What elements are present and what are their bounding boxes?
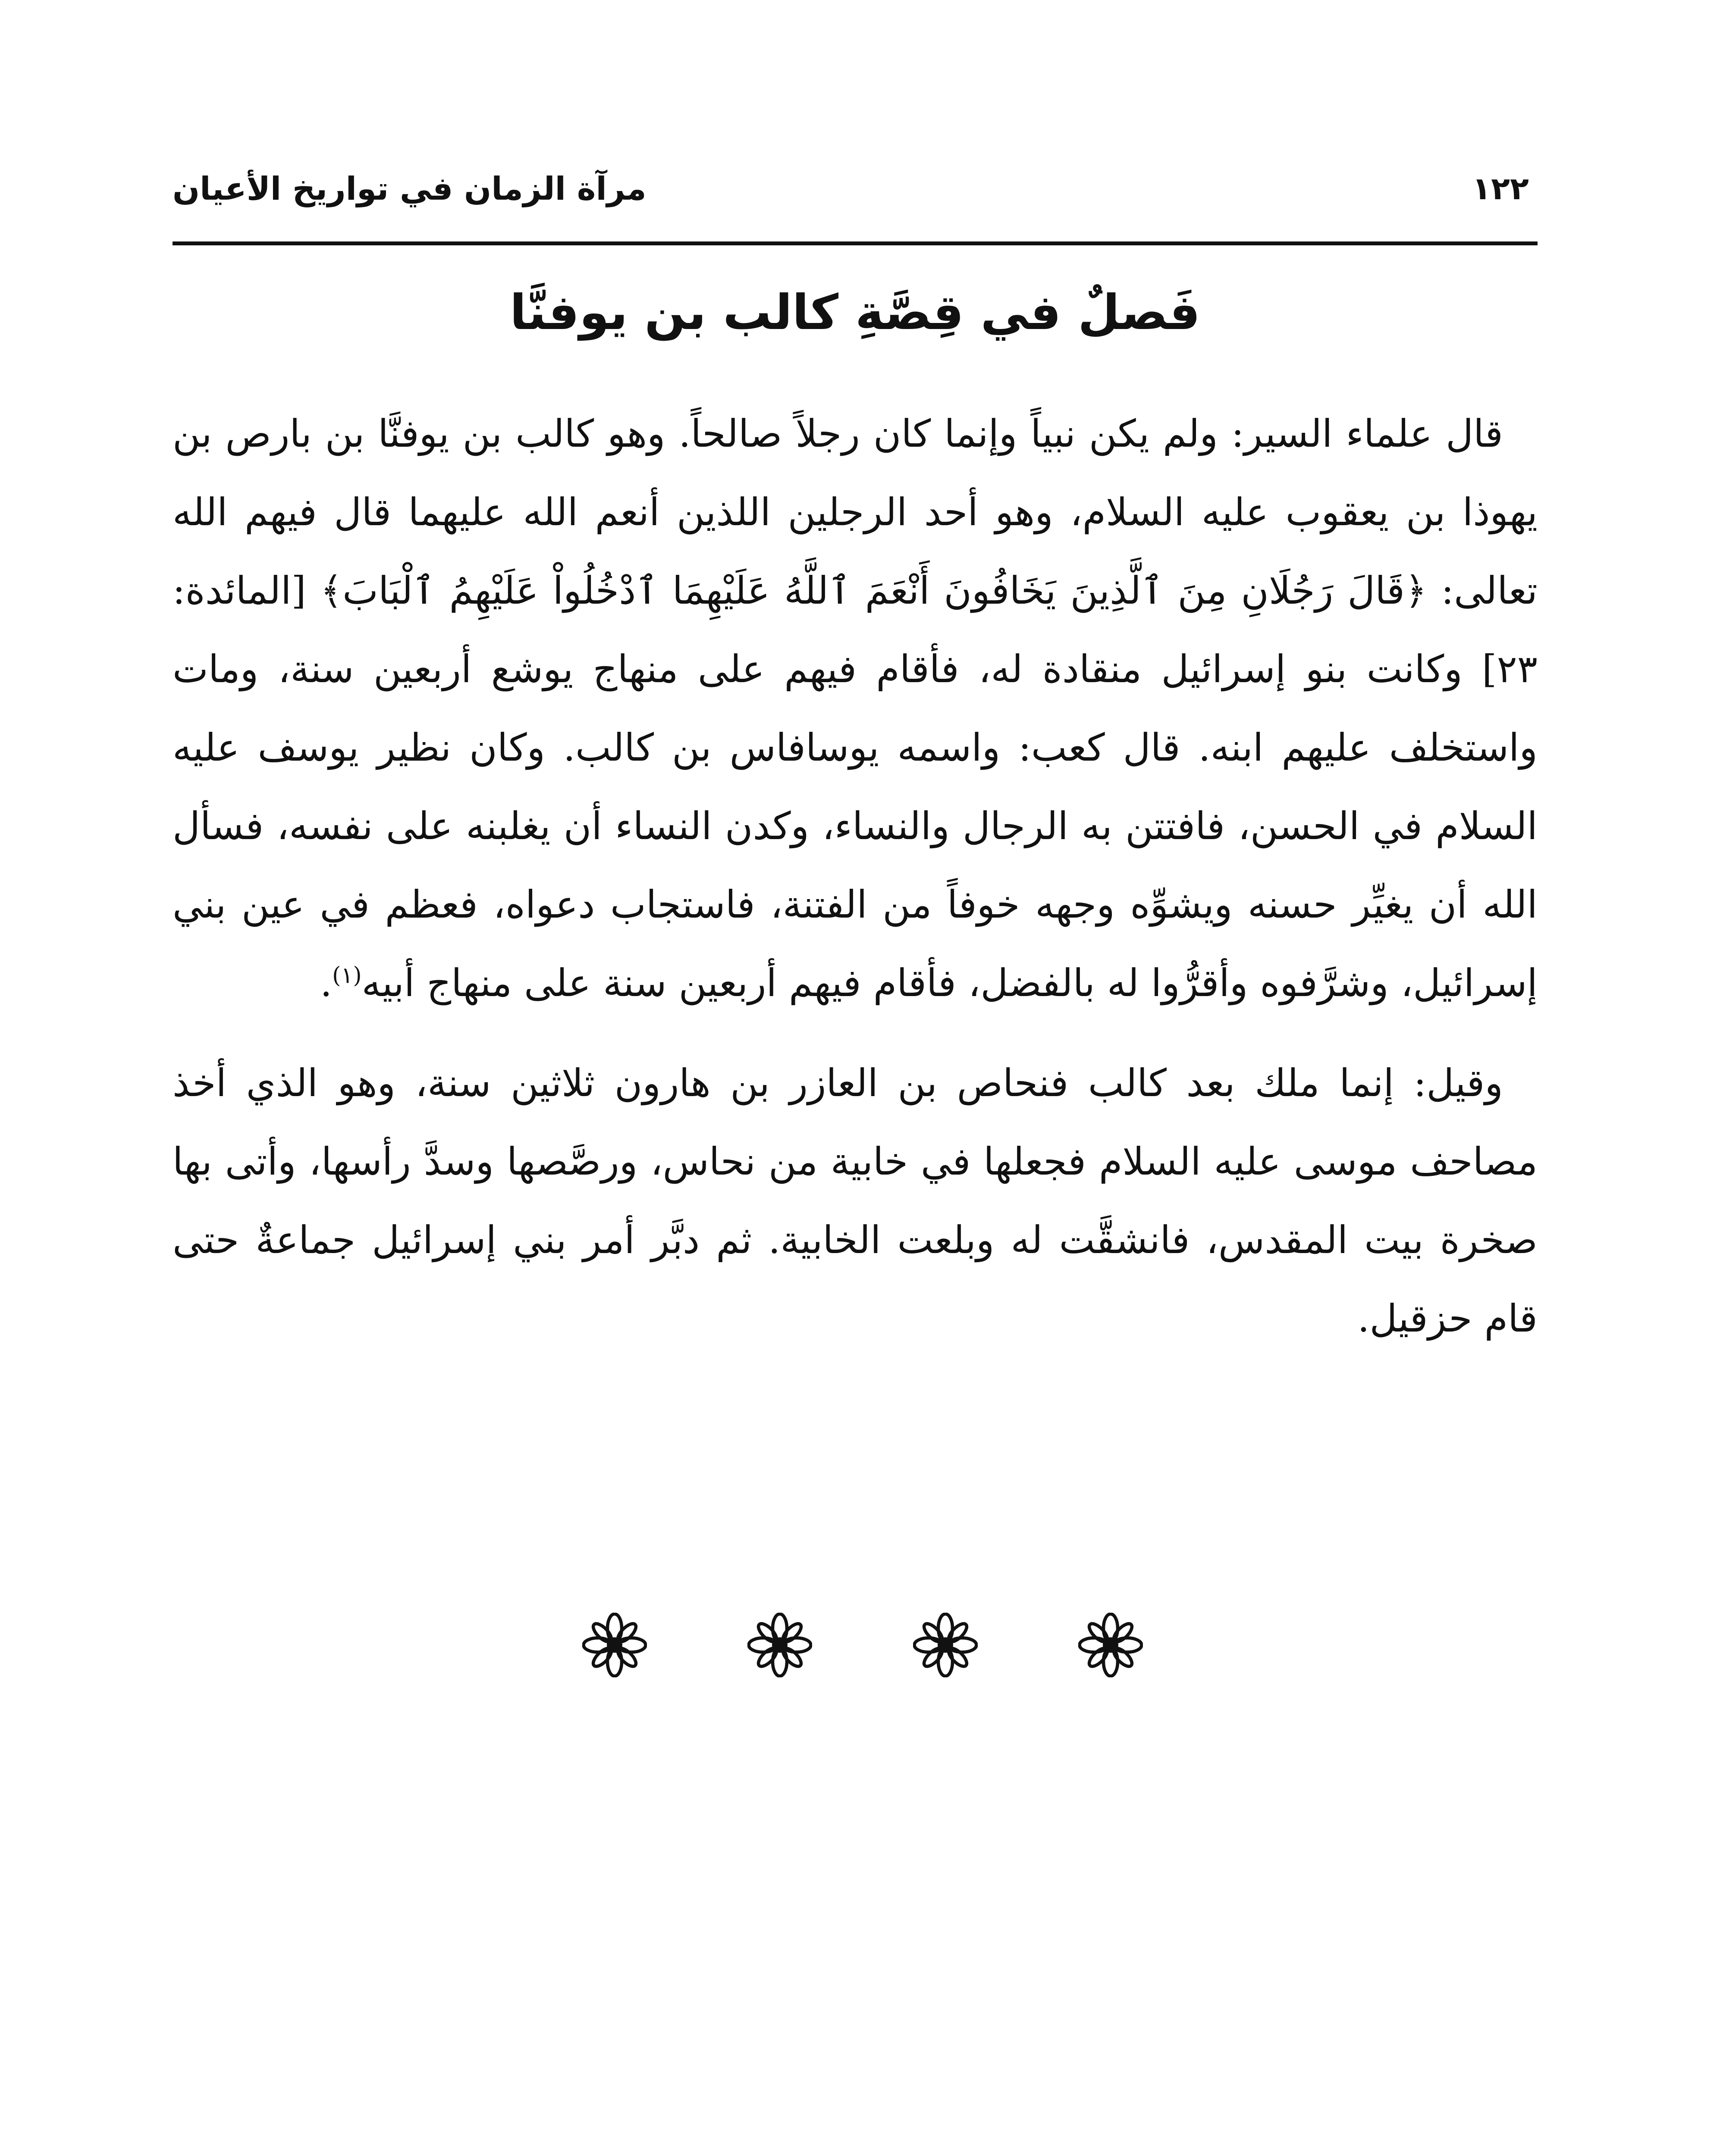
- running-title: مرآة الزمان في تواريخ الأعيان: [173, 170, 647, 207]
- body-text: [173, 395, 1538, 1379]
- section-title: فَصلٌ في قِصَّةِ كالب بن يوفنَّا: [510, 285, 1200, 341]
- footnote-marker[interactable]: (١): [332, 962, 362, 989]
- running-header: [173, 170, 1538, 222]
- paragraph-2: [173, 1044, 1538, 1358]
- floral-ornament-icon: [747, 1613, 812, 1677]
- paragraph-1: [173, 395, 1538, 1022]
- floral-ornament-icon: [1078, 1613, 1143, 1677]
- paragraph-2-text: وقيل: إنما ملك بعد كالب فنحاص بن العازر بن هارون ثلاثين سنة، وهو الذي أخذ مصاحف موسى عليه السلام فجعلها في خابية من نحاس، ورصَّصها وسدَّ رأسها، وأتى بها صخرة بيت المقدس، فانشقَّت له وبلعت الخابية. ثم دبَّر أمر بني إسرائيل جماعةٌ حتى قام حزقيل.: [173, 1061, 1538, 1341]
- floral-ornament-icon: [913, 1613, 978, 1677]
- page-number: ١٢٢: [1472, 170, 1529, 207]
- header-rule: [173, 241, 1538, 245]
- section-end-ornaments: [582, 1613, 1143, 1686]
- paragraph-1-text: قال علماء السير: ولم يكن نبياً وإنما كان رجلاً صالحاً. وهو كالب بن يوفنَّا بن بارص بن يهوذا بن يعقوب عليه السلام، وهو أحد الرجلين اللذين أنعم الله عليهما قال فيهم الله تعالى: ﴿قَالَ رَجُلَانِ مِنَ ٱلَّذِينَ يَخَافُونَ أَنْعَمَ ٱللَّهُ عَلَيْهِمَا ٱدْخُلُواْ عَلَيْهِمُ ٱلْبَابَ﴾ [المائدة: ٢٣] وكانت بنو إسرائيل منقادة له، فأقام فيهم على منهاج يوشع أربعين سنة، ومات واستخلف عليهم ابنه. قال كعب: واسمه يوسافاس بن كالب. وكان نظير يوسف عليه السلام في الحسن، فافتتن به الرجال والنساء، وكدن النساء أن يغلبنه على نفسه، فسأل الله أن يغيِّر حسنه ويشوِّه وجهه خوفاً من الفتنة، فاستجاب دعواه، فعظم في عين بني إسرائيل، وشرَّفوه وأقرُّوا له بالفضل، فأقام فيهم أربعين سنة على منهاج أبيه: [173, 411, 1538, 1005]
- paragraph-1-end: .: [320, 961, 333, 1005]
- floral-ornament-icon: [582, 1613, 647, 1677]
